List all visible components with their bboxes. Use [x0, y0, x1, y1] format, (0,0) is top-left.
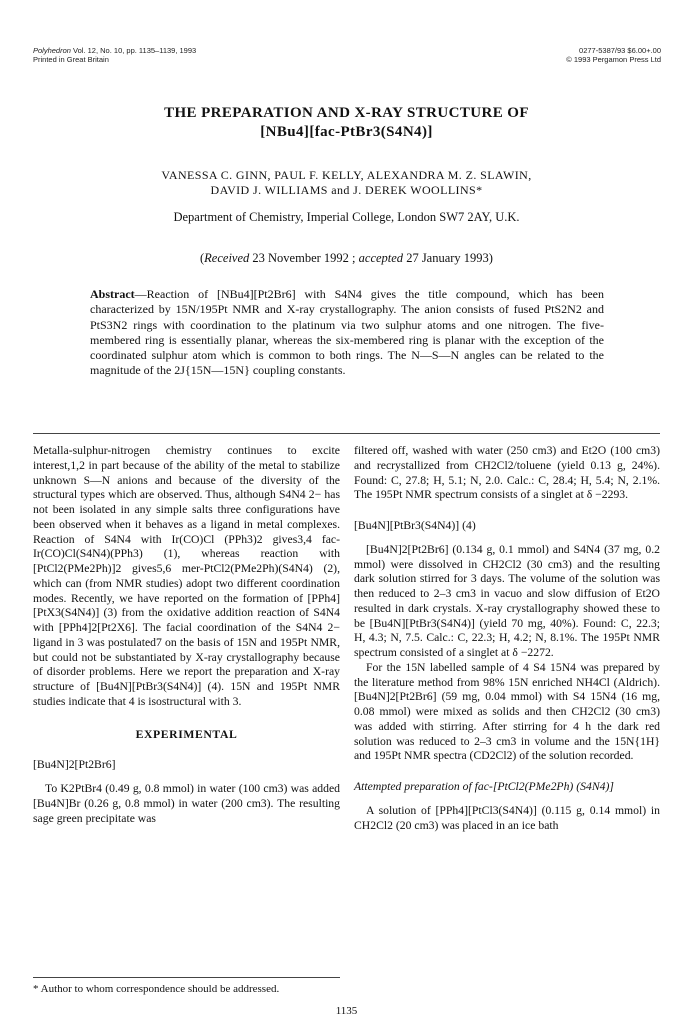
journal-volume: Vol. 12, No. 10, pp. 1135–1139, 1993: [70, 46, 197, 55]
author-list: [40, 168, 653, 198]
issn-price: 0277-5387/93 $6.00+.00: [579, 46, 661, 55]
article-title: [40, 104, 653, 142]
abstract-heading: Abstract: [90, 287, 135, 301]
authors-line-1: VANESSA C. GINN, PAUL F. KELLY, ALEXANDRA M. Z. SLAWIN,: [161, 168, 532, 182]
continued-paragraph: filtered off, washed with water (250 cm3) and Et2O (100 cm3) and recrystallized from CH2Cl2/toluene (yield 0.13 g, 24%). Found: C, 27.8; H, 5.1; N, 2.0. Calc.: C, 28.4; H, 5.4; N, 2.1%. The 195Pt NMR spectrum consists of a singlet at δ −2293.: [354, 444, 660, 502]
section-heading-experimental: EXPERIMENTAL: [135, 727, 238, 741]
journal-name: Polyhedron: [33, 46, 71, 55]
abstract-divider: [33, 433, 660, 434]
attempted-preparation-heading-text: Attempted preparation of fac-[PtCl2(PMe2Ph) (S4N4)]: [354, 780, 614, 793]
abstract: [90, 287, 604, 379]
compound-4-paragraph: [Bu4N]2[Pt2Br6] (0.134 g, 0.1 mmol) and S4N4 (37 mg, 0.2 mmol) were dissolved in CH2Cl2 (30 cm3) and the resulting dark solution stirred for 3 days. The volume of the solution was then reduced to 2–3 cm3 in vacuo and slow diffusion of Et2O resulted in dark crystals. X-ray crystallography showed these to be [Bu4N][PtBr3(S4N4)] (yield 70 mg, 40%). Found: C, 22.3; H, 4.3; N, 7.5. Calc.: C, 22.3; H, 4.2; N, 8.1%. The 195Pt NMR spectrum consisted of a singlet at δ −2272.: [354, 542, 660, 659]
copyright: © 1993 Pergamon Press Ltd: [566, 55, 661, 64]
journal-header-right: [566, 46, 661, 64]
received-date: 23 November 1992 ;: [249, 251, 359, 265]
accepted-date: 27 January 1993): [403, 251, 493, 265]
intro-paragraph: Metalla-sulphur-nitrogen chemistry continues to excite interest,1,2 in part because of the ability of the metal to stabilize unknown S—N anions and because of the diversity of the structural types which are observed. Thus, although S4N4 2− has not been isolated in any simple salts three configurations have been observed when it behaves as a ligand in metal complexes. Reaction of S4N4 with Ir(CO)Cl (PPh3)2 gives3,4 fac-Ir(CO)Cl(S4N4)(PPh3) (1), whereas reaction with [PtCl2(PMe2Ph)]2 gives5,6 mer-PtCl2(PMe2Ph)(S4N4) (2), which can (from NMR studies) adopt two different coordination modes. Recently, we have reported on the formation of [PPh4][PtX3(S4N4)] (3) from the oxidative addition reaction of S4N4 with [PPh4]2[Pt2X6]. The facial coordination of the S4N4 2− ligand in 3 was postulated7 on the basis of 15N and 195Pt NMR, but could not be substantiated by X-ray crystallography because of disorder problems. Here we report the preparation and X-ray structure of [Bu4N][PtBr3(S4N4)] (4). 15N and 195Pt NMR studies indicate that 4 is isostructural with 3.: [33, 444, 340, 708]
attempted-preparation-paragraph: A solution of [PPh4][PtCl3(S4N4)] (0.115 g, 0.14 mmol) in CH2Cl2 (20 cm3) was placed in an ice bath: [354, 803, 660, 832]
received-label: Received: [204, 251, 250, 265]
journal-header-left: [33, 46, 196, 64]
accepted-label: accepted: [358, 251, 404, 265]
footnote-divider: [33, 977, 340, 978]
right-column: [354, 444, 660, 833]
attempted-preparation-heading: [354, 780, 660, 795]
labelled-sample-paragraph: For the 15N labelled sample of 4 S4 15N4 was prepared by the literature method from 98% 15N enriched NH4Cl (Aldrich). [Bu4N]2[Pt2Br6] (59 mg, 0.04 mmol) with S4 15N4 (16 mg, 0.08 mmol) were mixed as solids and then CH2Cl2 (30 cm3) was added with stirring. After stirring for 4 h the dark red solution was reduced to 2–3 cm3 in volume and the 15N{1H} and 195Pt NMR spectra (CD2Cl2) of the solution recorded.: [354, 660, 660, 763]
title-line-1: THE PREPARATION AND X-RAY STRUCTURE OF: [164, 105, 529, 121]
compound-paragraph: To K2PtBr4 (0.49 g, 0.8 mmol) in water (100 cm3) was added [Bu4N]Br (0.26 g, 0.8 mmol) in water (200 cm3). The resulting sage green precipitate was: [33, 782, 340, 825]
abstract-text: —Reaction of [NBu4][Pt2Br6] with S4N4 gives the title compound, which has been characterized by 15N/195Pt NMR and X-ray crystallography. The anion consists of fused PtS2N2 and PtS3N2 rings with coordination to the platinum via two sulphur atoms and one nitrogen. The five-membered ring is essentially planar, whereas the six-membered ring is planar with the exception of the coordinated sulphur atom which is common to both rings. The N—S—N angles can be related to the magnitude of the 2J{15N—15N} coupling constants.: [90, 287, 604, 378]
received-dates: [40, 251, 653, 266]
compound-heading: [Bu4N]2[Pt2Br6]: [33, 758, 116, 772]
compound-4-heading: [Bu4N][PtBr3(S4N4)] (4): [354, 519, 476, 532]
printed-in: Printed in Great Britain: [33, 55, 109, 64]
page-number: 1135: [335, 1005, 358, 1017]
footnote: * Author to whom correspondence should be addressed.: [33, 983, 280, 995]
authors-line-2: DAVID J. WILLIAMS and J. DEREK WOOLLINS*: [210, 183, 483, 197]
affiliation: Department of Chemistry, Imperial College, London SW7 2AY, U.K.: [173, 210, 520, 224]
received-open: (: [200, 251, 205, 265]
left-column: [33, 444, 340, 826]
title-line-2: [NBu4][fac-PtBr3(S4N4)]: [260, 124, 433, 140]
